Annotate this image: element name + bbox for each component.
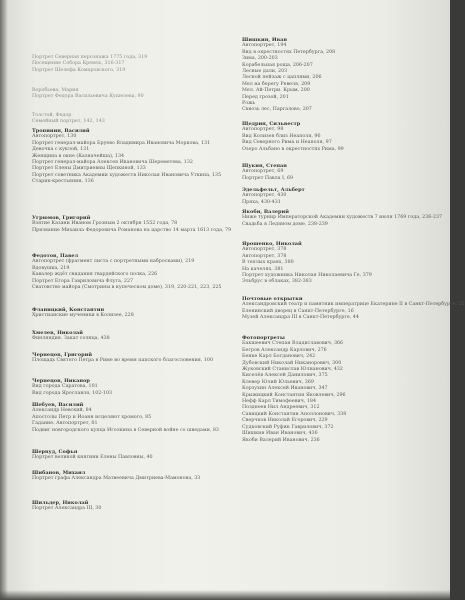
artist-name: Хмелев, Николай [32,330,83,336]
index-entry [242,241,442,286]
artist-name: Чернецов, Григорий [32,352,93,358]
artwork-entry: Ниже турнир Императорской Академии художеств 7 июля 1769 года, 236-237 [242,215,443,221]
index-entry [32,470,230,483]
artwork-entry: Судковский Руфин Гаврилович, 372 [242,424,334,430]
artwork-entry: Рожь [242,101,256,107]
artwork-entry: Финляндия. Закат солнца, 438 [32,336,110,342]
index-entry [32,215,230,234]
index-entry [32,128,230,186]
artwork-entry: Толстой, Федор [32,113,72,118]
artwork-entry: Автопортрет, 430 [242,193,287,199]
artwork-entry: Вид Колизея близ Неаполя, 96 [242,133,321,139]
artwork-entry: Женщина в окне (Казначейша), 134 [32,153,125,159]
artwork-entry: Кавалер ждёт свидания гвардейского полка, 226 [32,272,158,278]
artwork-entry: Вдовушка, 219 [32,265,70,271]
artwork-entry: Вид Северного Рима и Неаполя, 97 [242,140,332,146]
artwork-entry: Сквозь лес, Паргалово, 207 [242,107,312,113]
artwork-entry: Озеро Альбано в окрестностях Рима, 99 [242,146,344,152]
artwork-entry: Посещение Собора Кремль, 316-317 [32,61,125,67]
artwork-entry: Портрет графа Александра Матвеевича Дмитриева-Мамонова, 33 [32,476,201,482]
index-entry [32,307,230,320]
artwork-entry: Автопортрет, 69 [242,169,284,175]
artwork-entry: На качелях, 381 [242,266,284,272]
artwork-entry: Сверчков Николай Егорович, 229 [242,418,328,424]
index-entry [242,163,442,182]
artwork-entry: Сватовство майора (Смотрины в купеческом доме), 319, 220-221, 223, 225 [32,285,222,291]
artwork-entry: Бенке Карл Богданович, 242 [242,354,316,360]
artwork-entry: Крыжицкий Константин Яковлевич, 296 [242,392,346,398]
index-entry [32,352,230,365]
artwork-entry: Старик-крестьянин, 136 [32,179,94,185]
artwork-entry: Портрет Павла I, 69 [242,175,294,181]
index-entry [242,37,442,114]
artwork-entry: Автопортрет, 378 [242,253,287,259]
artwork-entry: Автопортрет, 130 [32,134,77,140]
index-entry [32,88,230,101]
page-gutter-shadow [0,0,8,600]
artwork-entry: Корабельная роща, 206-207 [242,62,313,68]
artist-name: Якоби, Валерий [242,209,289,215]
artist-name: Федотов, Павел [32,253,79,259]
artwork-entry: Свадьба в Ледяном доме, 238-239 [242,221,328,227]
artwork-entry: Бакшеевич Степан Владиславович, 366 [242,341,344,347]
index-entry [242,296,465,322]
index-entry [32,55,230,74]
artist-name: Ярошенко, Николай [242,241,302,247]
artwork-entry: Христианские мученики в Колизее, 228 [32,313,134,319]
index-entry [32,113,230,126]
artwork-entry: Дубовский Николай Никанорович, 300 [242,360,342,366]
index-entry [32,253,230,291]
index-entry [242,335,442,444]
artist-name: Шильдер, Николай [32,500,89,506]
artwork-entry: В теплых краях, 380 [242,260,294,266]
artist-name: Тропинин, Василий [32,128,90,134]
artwork-entry: Клевер Юлий Юльевич, 369 [242,379,314,385]
artwork-entry: Киселёв Алексей Данилович, 375 [242,373,328,379]
page-bottom-shadow [0,590,450,600]
index-entry [32,378,230,397]
artwork-entry: Портрет генерал-майора Бруево Владимира Ивановича Моркова, 131 [32,140,211,146]
artwork-entry: Жуковский Станислав Юлианович, 432 [242,367,343,373]
artwork-entry: Площадь Святого Петра в Риме во время папского благословения, 100 [32,358,214,364]
artwork-entry: Автопортрет, 98 [242,127,284,133]
artwork-entry: Шишкин Иван Иванович, 436 [242,431,318,437]
artwork-entry: Якоби Валерий Иванович, 236 [242,437,320,443]
artwork-entry: Автопортрет, 378 [242,247,287,253]
artwork-entry: Музей Александра III в Санкт-Петербурге, 44 [242,315,359,321]
index-entry [32,330,230,343]
artwork-entry: Александр Невский, 84 [32,408,92,414]
artwork-entry: Подвиг новгородского купца Иголкина в Северной войне со шведами, 83 [32,427,219,433]
artist-name: Шебуев, Василий [32,402,84,408]
artwork-entry: Портрет Егора Гавриловича Флуга, 227 [32,278,134,284]
artist-name: Шишкин, Иван [242,37,287,43]
artwork-entry: Портрет советника Академии художеств Николая Ивановича Уткина, 135 [32,172,222,178]
artwork-entry: Нефф Карл Тимофеевич, 184 [242,399,316,405]
artwork-entry: Семейный портрет, 142, 143 [32,119,105,125]
artwork-entry: Портрет Александра III, 30 [32,506,102,512]
artist-name: Шервуд, Софья [32,449,78,455]
artist-name: Угрюмов, Григорий [32,215,91,221]
artwork-entry: Портрет великой княгини Елены Павловны, 40 [32,455,153,461]
artwork-entry: Взятие Казани Иваном Грозным 2 октября 1552 года, 78 [32,221,178,227]
artist-name: Почтовые открытки [242,296,303,302]
index-entry [242,187,442,206]
artwork-entry: Корзухин Алексей Иванович, 347 [242,386,328,392]
artwork-entry: Вид в окрестностях Петербурга, 208 [242,49,336,55]
artist-name: Фланицкий, Константин [32,307,105,313]
artwork-entry: Автопортрет (фрагмент листа с портретными набросками), 219 [32,259,195,265]
artist-name: Чернецов, Никанор [32,378,90,384]
artwork-entry: Зима, 200-203 [242,56,278,62]
artwork-entry: Эльбрус в облаках, 382-383 [242,279,312,285]
artwork-entry: Савицкий Константин Аполлонович, 338 [242,411,347,417]
artwork-entry: Мел на берегу Ревеля, 209 [242,81,311,87]
index-entry [32,449,230,462]
artwork-entry: Портрет генерал-майора Алексея Ивановича Шереметева, 132 [32,160,193,166]
artwork-entry: Воробьева, Мария [32,88,79,93]
artwork-entry: Вид города Саратова, 101 [32,384,98,390]
artwork-entry: Лесной пейзаж с цаплями, 206 [242,75,322,81]
artwork-entry: Девочка с куклой, 131 [32,147,90,153]
artwork-entry: Апостолы Петр и Иоанн исцеляют хромого, 85 [32,414,152,420]
artwork-entry: Призвание Михаила Федоровича Романова на царство 14 марта 1613 года, 79 [32,227,232,233]
index-entry [242,209,442,228]
artist-name: Шибанов, Михаил [32,470,86,476]
artwork-entry: Позднеев Нил Андреевич, 312 [242,405,320,411]
artist-name: Эдельфельт, Альберт [242,187,305,193]
artwork-entry: Портрет Северная персонажа 1775 года, 319 [32,55,148,60]
artwork-entry: Портрет Елены Дмитриевны Щепкиной, 133 [32,166,146,172]
artwork-entry: Еленинский дворец в Санкт-Петербурге, 16 [242,308,354,314]
artwork-entry: Автопортрет, 194 [242,43,287,49]
artist-name: Щукин, Степан [242,163,287,169]
artwork-entry: Пряха, 430-431 [242,199,281,205]
index-entry [242,121,442,153]
index-entry [32,500,230,513]
artwork-entry: Лесные дали, 203 [242,69,288,75]
artwork-entry: Вид города Ярославля, 102-103 [32,390,113,396]
artwork-entry: Перед грозой, 201 [242,94,289,100]
artwork-entry: Александровский театр и памятник императрице Екатерине II в Санкт-Петербурге, 25 [242,302,465,308]
index-entry [32,402,230,434]
artwork-entry: Портрет Федора Васильевича Кушелева, 90 [32,94,144,100]
artwork-entry: Гадание. Автопортрет, 81 [32,421,98,427]
artwork-entry: Портрет Шелефа Комаровского, 319 [32,67,126,73]
artwork-entry: Бегров Александр Карлович, 276 [242,347,327,353]
artist-name: Фотопортреты [242,335,285,341]
artwork-entry: Портрет художника Николая Николаевича Ге, 379 [242,273,372,279]
artist-name: Щедрин, Сильвестр [242,121,301,127]
artwork-entry: Мел. Ай-Петри. Крым, 200 [242,88,310,94]
